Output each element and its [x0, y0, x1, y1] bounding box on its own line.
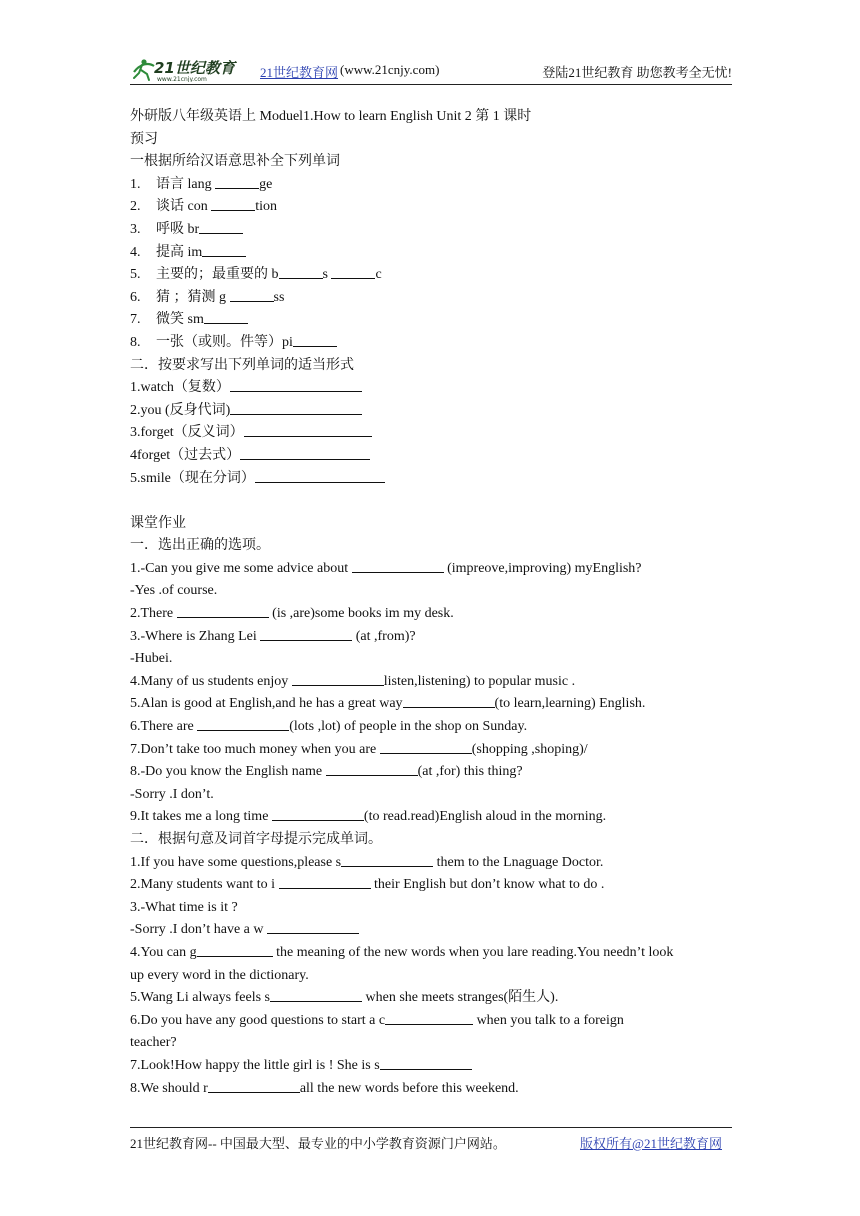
answer-blank[interactable] — [352, 558, 444, 573]
answer-blank[interactable] — [255, 468, 385, 483]
worksheet-content — [130, 106, 732, 1100]
answer-blank[interactable] — [385, 1010, 473, 1025]
answer-blank[interactable] — [292, 671, 384, 686]
part1-heading: 一根据所给汉语意思补全下列单词 — [130, 154, 340, 170]
answer-blank[interactable] — [204, 309, 248, 324]
list-item: 8.-Do you know the English name (at ,for) this thing? — [130, 761, 732, 784]
list-item: 5.Wang Li always feels s when she meets stranges(陌生人). — [130, 987, 732, 1010]
answer-blank[interactable] — [293, 332, 337, 347]
site-url: (www.21cnjy.com) — [340, 62, 440, 77]
list-item: 2. 谈话 con tion — [130, 196, 732, 219]
answer-blank[interactable] — [331, 264, 375, 279]
list-item: 3. 呼吸 br — [130, 219, 732, 242]
list-item: -Sorry .I don’t have a w — [130, 919, 732, 942]
logo-subtext: www.21cnjy.com — [157, 76, 207, 82]
list-item: 1.watch（复数） — [130, 377, 732, 400]
list-item: 4.Many of us students enjoy listen,listening) to popular music . — [130, 671, 732, 694]
list-item: 3.forget（反义词） — [130, 422, 732, 445]
list-item: -Yes .of course. — [130, 583, 218, 599]
answer-blank[interactable] — [230, 400, 362, 415]
answer-blank[interactable] — [380, 739, 472, 754]
answer-blank[interactable] — [403, 693, 495, 708]
answer-blank[interactable] — [341, 852, 433, 867]
section-preview: 预习 — [130, 131, 158, 147]
list-item: 4forget（过去式） — [130, 445, 732, 468]
part3-heading: 一．选出正确的选项。 — [130, 538, 270, 554]
header-slogan: 登陆21世纪教育 助您教考全无忧! — [542, 65, 732, 80]
part1-list — [130, 174, 732, 355]
answer-blank[interactable] — [279, 264, 323, 279]
answer-blank[interactable] — [270, 987, 362, 1002]
part2-heading: 二．按要求写出下列单词的适当形式 — [130, 357, 354, 373]
copyright-link[interactable]: 版权所有@21世纪教育网 — [580, 1136, 722, 1151]
list-item: 2.Many students want to i their English but don’t know what to do . — [130, 874, 732, 897]
list-item: 8. 一张（或则。件等）pi — [130, 332, 732, 355]
list-item: -Sorry .I don’t. — [130, 786, 214, 802]
answer-blank[interactable] — [230, 377, 362, 392]
footer-text: 21世纪教育网-- 中国最大型、最专业的中小学教育资源门户网站。 — [130, 1136, 506, 1151]
list-item: 3.-Where is Zhang Lei (at ,from)? — [130, 626, 732, 649]
list-item: 6.Do you have any good questions to start a c when you talk to a foreign — [130, 1010, 732, 1033]
list-item: 3.-What time is it ? — [130, 899, 238, 915]
list-item: -Hubei. — [130, 651, 173, 667]
answer-blank[interactable] — [215, 174, 259, 189]
list-item: 8.We should r all the new words before this weekend. — [130, 1078, 732, 1101]
answer-blank[interactable] — [211, 196, 255, 211]
answer-blank[interactable] — [380, 1055, 472, 1070]
site-logo — [130, 56, 240, 82]
list-item: 7.Look!How happy the little girl is ! She is s — [130, 1055, 732, 1078]
part4-heading: 二．根据句意及词首字母提示完成单词。 — [130, 832, 382, 847]
logo-text: 21世纪教育 — [154, 59, 235, 77]
list-item: 1.-Can you give me some advice about (impreove,improving) myEnglish? — [130, 558, 732, 581]
page-header — [130, 54, 732, 85]
document-title: 外研版八年级英语上 Moduel1.How to learn English Unit 2 第 1 课时 — [130, 109, 532, 124]
answer-blank[interactable] — [326, 761, 418, 776]
list-item: 7. 微笑 sm — [130, 309, 732, 332]
list-item: 4.You can g the meaning of the new words when you lare reading.You needn’t look — [130, 942, 732, 965]
list-item: 5. 主要的；最重要的 b s c — [130, 264, 732, 287]
answer-blank[interactable] — [240, 445, 370, 460]
section-classwork: 课堂作业 — [130, 515, 186, 531]
list-item: 6.There are (lots ,lot) of people in the shop on Sunday. — [130, 716, 732, 739]
list-item: 7.Don’t take too much money when you are (shopping ,shoping)/ — [130, 739, 732, 762]
answer-blank[interactable] — [260, 626, 352, 641]
answer-blank[interactable] — [244, 422, 372, 437]
page-footer — [130, 1127, 732, 1156]
answer-blank[interactable] — [208, 1078, 300, 1093]
answer-blank[interactable] — [272, 806, 364, 821]
answer-blank[interactable] — [230, 287, 274, 302]
part2-list — [130, 377, 732, 490]
site-link[interactable]: 21世纪教育网 — [260, 65, 339, 80]
list-item: 5.smile（现在分词） — [130, 468, 732, 491]
answer-blank[interactable] — [199, 219, 243, 234]
list-item: 5.Alan is good at English,and he has a great way (to learn,learning) English. — [130, 693, 732, 716]
answer-blank[interactable] — [202, 242, 246, 257]
answer-blank[interactable] — [177, 603, 269, 618]
part4-list — [130, 852, 732, 1101]
list-item: 4. 提高 im — [130, 242, 732, 265]
list-item: 9.It takes me a long time (to read.read)English aloud in the morning. — [130, 806, 732, 829]
answer-blank[interactable] — [197, 716, 289, 731]
list-item: 1. 语言 lang ge — [130, 174, 732, 197]
list-item: 1.If you have some questions,please s them to the Lnaguage Doctor. — [130, 852, 732, 875]
answer-blank[interactable] — [267, 919, 359, 934]
answer-blank[interactable] — [197, 942, 273, 957]
part3-list — [130, 558, 732, 829]
list-item: teacher? — [130, 1035, 177, 1051]
list-item: 2.There (is ,are)some books im my desk. — [130, 603, 732, 626]
list-item: 6. 猜 ；猜测 g ss — [130, 287, 732, 310]
answer-blank[interactable] — [279, 874, 371, 889]
list-item: 2.you (反身代词) — [130, 400, 732, 423]
list-item: up every word in the dictionary. — [130, 967, 309, 983]
